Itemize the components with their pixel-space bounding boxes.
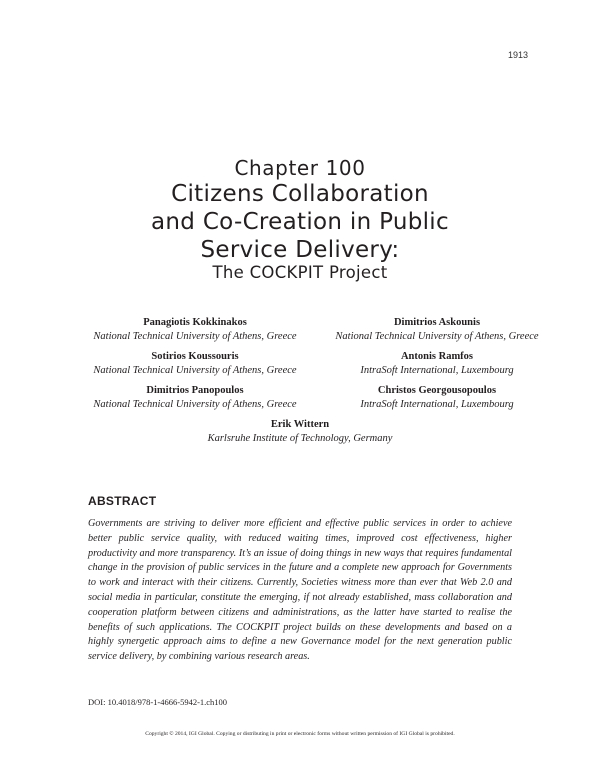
doi-line: DOI: 10.4018/978-1-4666-5942-1.ch100 xyxy=(88,697,228,707)
author-affiliation: National Technical University of Athens, Greece xyxy=(93,399,297,410)
author-block xyxy=(277,384,597,412)
title-line-3: Service Delivery: xyxy=(200,237,400,263)
abstract-heading: ABSTRACT xyxy=(88,494,157,508)
author-affiliation: IntraSoft International, Luxembourg xyxy=(360,399,514,410)
page-number: 1913 xyxy=(507,50,528,60)
author-name: Sotirios Koussouris xyxy=(151,351,239,362)
author-name: Christos Georgousopoulos xyxy=(377,385,497,396)
author-block xyxy=(277,316,597,344)
author-name: Dimitrios Askounis xyxy=(393,317,481,328)
author-name: Panagiotis Kokkinakos xyxy=(143,317,247,328)
author-name: Erik Wittern xyxy=(270,419,330,430)
chapter-subtitle: The COCKPIT Project xyxy=(212,263,388,282)
author-affiliation: National Technical University of Athens, Greece xyxy=(335,331,539,342)
abstract-body: Governments are striving to deliver more efficient and effective public services in order to achieve better public service quality, with reduced waiting times, improved cost effectiveness, higher productivity and more transparency. It’s an issue of doing things in new ways that requires fundamental change in the provision of public services in the future and a complete new approach for Governments to work and interact with their citizens. Currently, Societies witness more than ever that Web 2.0 and social media in particular, constitute the emerging, if not already established, mass collaboration and cooperation platform between citizens and administrations, as the latter have started to realise the benefits of such applications. The COCKPIT project builds on these developments and based on a highly synergetic approach aims to define a new Governance model for the next generation public service delivery, by combining various research areas. xyxy=(88,518,512,663)
author-block xyxy=(170,418,430,446)
copyright-notice: Copyright © 2014, IGI Global. Copying or distributing in print or electronic forms without written permission of IGI Global is prohibited. xyxy=(145,731,455,737)
author-name: Antonis Ramfos xyxy=(400,351,474,362)
author-affiliation: National Technical University of Athens, Greece xyxy=(93,365,297,376)
author-name: Dimitrios Panopoulos xyxy=(146,385,244,396)
author-affiliation: Karlsruhe Institute of Technology, Germany xyxy=(207,433,393,444)
chapter-label: Chapter 100 xyxy=(234,156,366,180)
author-affiliation: National Technical University of Athens, Greece xyxy=(93,331,297,342)
author-block xyxy=(277,350,597,378)
title-line-1: Citizens Collaboration xyxy=(171,181,429,207)
chapter-title xyxy=(60,180,540,264)
author-affiliation: IntraSoft International, Luxembourg xyxy=(360,365,514,376)
title-line-2: and Co-Creation in Public xyxy=(151,209,449,235)
